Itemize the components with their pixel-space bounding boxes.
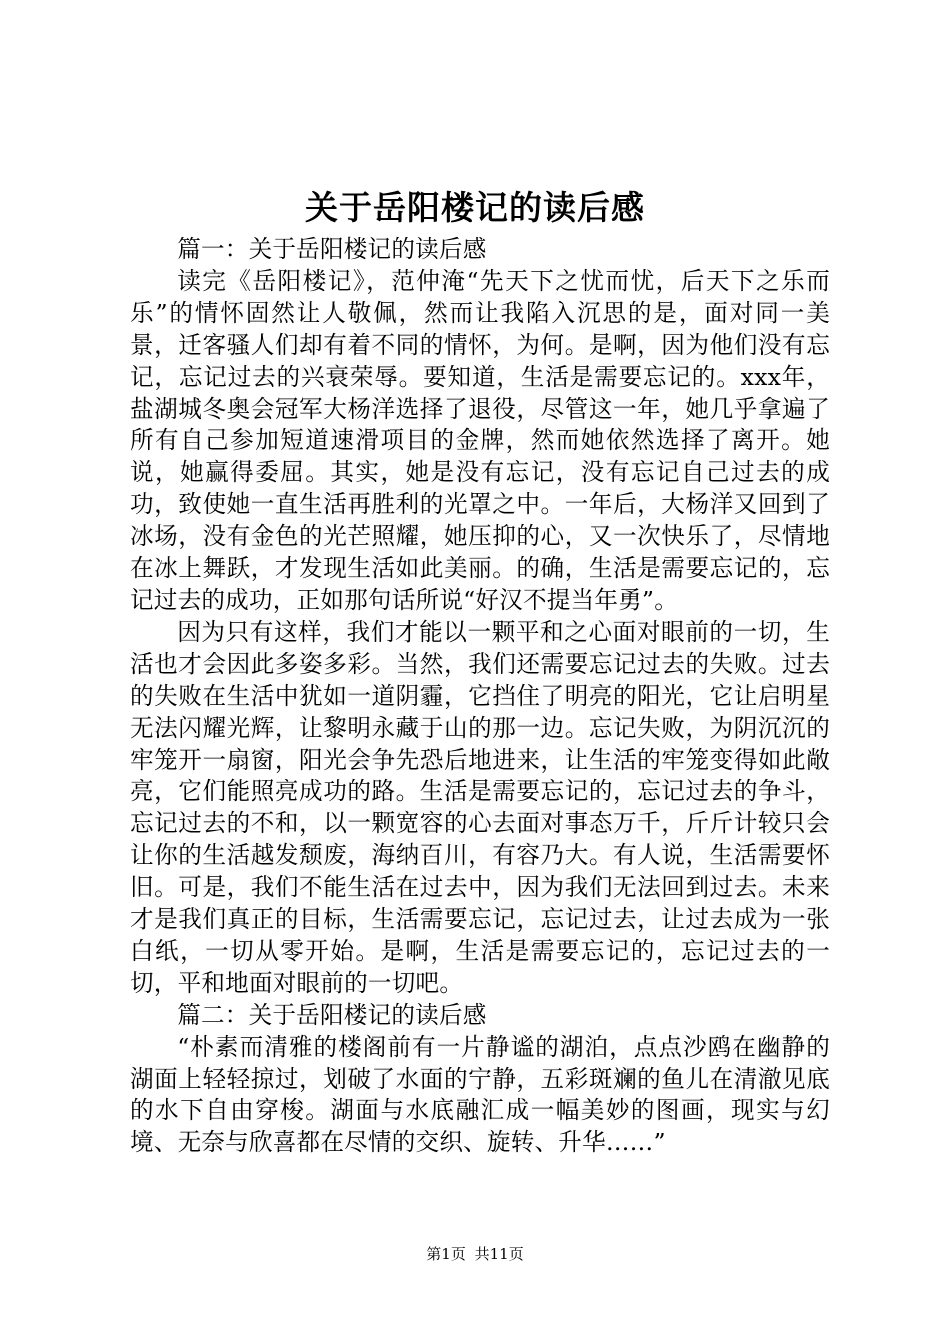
section-heading-2: 篇二：关于岳阳楼记的读后感: [177, 1000, 487, 1029]
page-footer: [0, 1242, 950, 1266]
document-body: [130, 234, 830, 1159]
page-total: 共11页: [474, 1245, 524, 1263]
body-paragraph: “朴素而清雅的楼阁前有一片静谧的湖泊，点点沙鸥在幽静的湖面上轻轻掠过，划破了水面的宁静，五彩斑斓的鱼儿在清澈见底的水下自由穿梭。湖面与水底融汇成一幅美妙的图画，现实与幻境、无奈与欣喜都在尽情的交织、旋转、升华……”: [130, 1032, 830, 1157]
section-heading-1: 篇一：关于岳阳楼记的读后感: [177, 235, 487, 263]
document-title: 关于岳阳楼记的读后感: [305, 188, 645, 227]
page-number: 第1页: [426, 1245, 466, 1263]
body-paragraph: 因为只有这样，我们才能以一颗平和之心面对眼前的一切，生活也才会因此多姿多彩。当然，我们还需要忘记过去的失败。过去的失败在生活中犹如一道阴霾，它挡住了明亮的阳光，它让启明星无法闪耀光辉，让黎明永藏于山的那一边。忘记失败，为阴沉沉的牢笼开一扇窗，阳光会争先恐后地进来，让生活的牢笼变得如此敞亮，它们能照亮成功的路。生活是需要忘记的，忘记过去的争斗，忘记过去的不和，以一颗宽容的心去面对事态万千，斤斤计较只会让你的生活越发颓废，海纳百川，有容乃大。有人说，生活需要怀旧。可是，我们不能生活在过去中，因为我们无法回到过去。未来才是我们真正的目标，生活需要忘记，忘记过去，让过去成为一张白纸，一切从零开始。是啊，生活是需要忘记的，忘记过去的一切，平和地面对眼前的一切吧。: [130, 617, 830, 997]
body-paragraph: 读完《岳阳楼记》，范仲淹“先天下之忧而忧，后天下之乐而乐”的情怀固然让人敬佩，然而让我陷入沉思的是，面对同一美景，迁客骚人们却有着不同的情怀，为何。是啊，因为他们没有忘记，忘记过去的兴衰荣辱。要知道，生活是需要忘记的。xxx年，盐湖城冬奥会冠军大杨洋选择了退役，尽管这一年，她几乎拿遍了所有自己参加短道速滑项目的金牌，然而她依然选择了离开。她说，她赢得委屈。其实，她是没有忘记，没有忘记自己过去的成功，致使她一直生活再胜利的光罩之中。一年后，大杨洋又回到了冰场，没有金色的光芒照耀，她压抑的心，又一次快乐了，尽情地在冰上舞跃，才发现生活如此美丽。的确，生活是需要忘记的，忘记过去的成功，正如那句话所说“好汉不提当年勇”。: [130, 266, 830, 614]
